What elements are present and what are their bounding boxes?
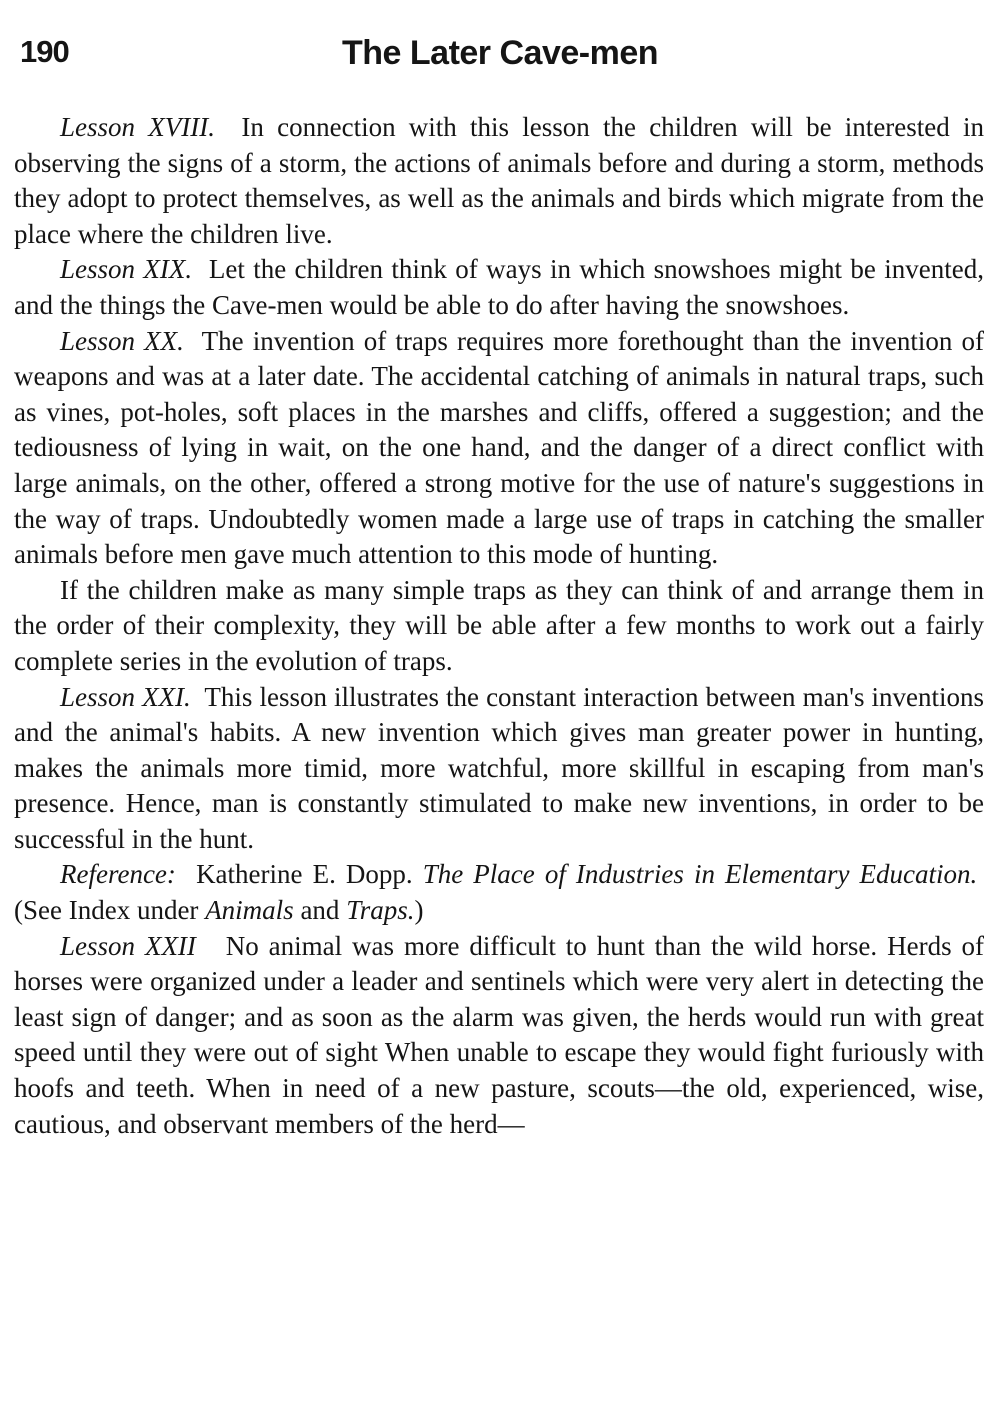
paragraph-traps-series [14, 573, 984, 680]
paragraph-text: No animal was more difficult to hunt than the wild horse. Herds of horses were organized under a leader and sentinels which were very alert in detecting the least sign of danger; and as soon as the alarm was given, the herds would run with great speed until they were out of sight When unable to escape they would fight furiously with hoofs and teeth. When in need of a new pasture, scouts—the old, experienced, wise, cautious, and observant members of the herd— [14, 930, 984, 1139]
paragraph-text: The invention of traps requires more forethought than the invention of weapons and was at a later date. The accidental catching of animals in natural traps, such as vines, pot-holes, soft places in the marshes and cliffs, offered a suggestion; and the tediousness of lying in wait, on the one hand, and the danger of a direct conflict with large animals, on the other, offered a strong motive for the use of nature's suggestions in the way of traps. Undoubtedly women made a large use of traps in catching the smaller animals before men gave much attention to this mode of hunting. [14, 325, 985, 570]
paragraph-text: Let the children think of ways in which snowshoes might be invented, and the things the Cave-men would be able to do after having the snowshoes. [14, 254, 984, 320]
reference-and: and [300, 895, 340, 926]
reference-paragraph [14, 857, 984, 928]
reference-label: Reference: [60, 859, 176, 890]
page-header [20, 34, 980, 84]
reference-term-traps: Traps. [346, 895, 415, 926]
lesson-label: Lesson XIX. [60, 254, 193, 285]
lesson-label: Lesson XXI. [60, 681, 191, 712]
reference-book-title: The Place of Industries in Elementary Education. [422, 859, 978, 890]
running-head: The Later Cave-men [342, 34, 658, 72]
paragraph-lesson-xxi [14, 680, 984, 858]
paragraph-text: If the children make as many simple traps as they can think of and arrange them in the order of their complexity, they will be able after a few months to work out a fairly complete series in the evolution of traps. [14, 574, 984, 676]
paragraph-lesson-xx [14, 324, 984, 573]
paragraph-text: This lesson illustrates the constant interaction between man's inventions and the animal's habits. A new invention which gives man greater power in hunting, makes the animals more timid, more watchful, more skillful in escaping from man's presence. Hence, man is constantly stimulated to make new inventions, in order to be successful in the hunt. [14, 681, 984, 854]
paragraph-lesson-xix [14, 252, 984, 323]
lesson-label: Lesson XXII [60, 930, 196, 961]
reference-note-prefix: (See Index under [14, 895, 199, 926]
lesson-label: Lesson XX. [60, 325, 184, 356]
paragraph-text: In connection with this lesson the children will be interested in observing the signs of a storm, the actions of animals before and during a storm, methods they adopt to protect themselves, as well as the animals and birds which migrate from the place where the children live. [14, 112, 984, 249]
paragraph-lesson-xxii [14, 929, 984, 1143]
reference-author: Katherine E. Dopp. [196, 859, 413, 890]
paragraph-lesson-xviii [14, 110, 984, 252]
reference-term-animals: Animals [205, 895, 294, 926]
reference-note-suffix: ) [414, 895, 424, 926]
body-text [14, 110, 984, 1142]
page-number: 190 [20, 34, 69, 69]
lesson-label: Lesson XVIII. [60, 112, 215, 142]
